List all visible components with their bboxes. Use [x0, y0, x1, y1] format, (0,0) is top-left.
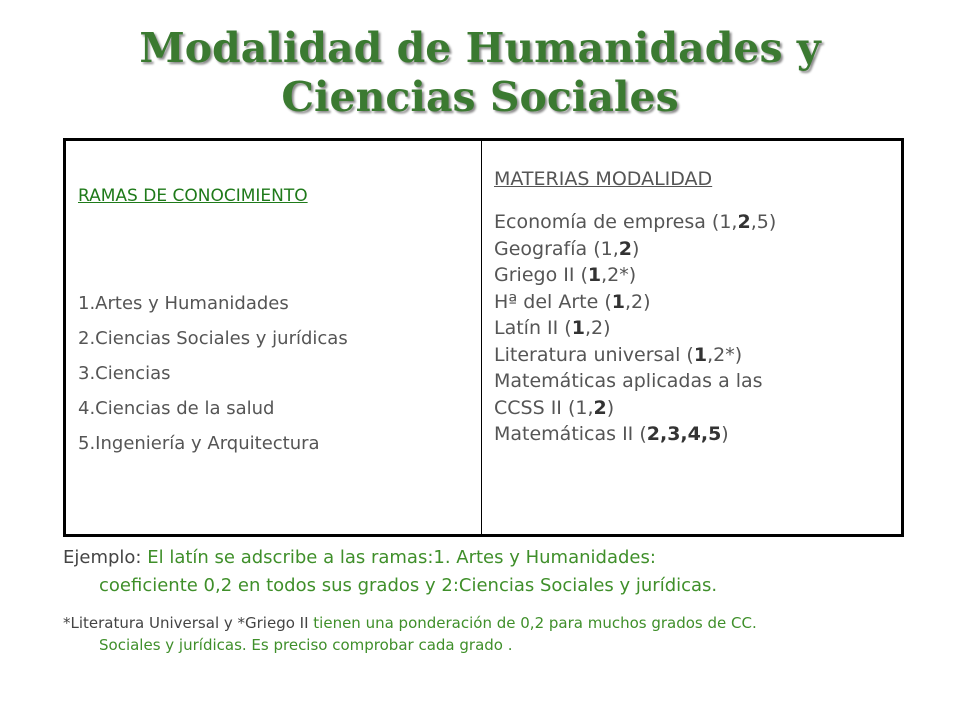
materia-text: ,2*)	[707, 343, 743, 366]
materia-text: ,2)	[624, 290, 651, 313]
materia-item	[494, 368, 901, 395]
materia-item	[494, 421, 901, 448]
materia-item	[494, 236, 901, 263]
materia-text: )	[721, 423, 729, 445]
title-line-1: Modalidad de Humanidades y	[139, 24, 821, 72]
materia-text: 2	[593, 396, 607, 419]
example-line-2: coeficiente 0,2 en todos sus grados y 2:Ciencias Sociales y jurídicas.	[99, 575, 718, 596]
notes-section	[63, 544, 953, 656]
ramas-header: RAMAS DE CONOCIMIENTO	[78, 186, 308, 206]
title-line-2: Ciencias Sociales	[281, 73, 679, 121]
materia-text: 2,3,4,5	[646, 423, 722, 445]
materia-text: )	[632, 237, 640, 260]
materia-text: ,2)	[584, 317, 611, 339]
materia-text: Latín II (	[494, 317, 572, 339]
materia-text: Hª del Arte (	[494, 290, 612, 313]
materia-text: )	[606, 396, 615, 419]
rama-item: 3.Ciencias	[78, 363, 171, 384]
ramas-list	[78, 286, 481, 461]
example-lead: Ejemplo:	[63, 547, 142, 568]
slide-title	[0, 24, 960, 122]
materia-item	[494, 342, 901, 369]
example-line-1: El latín se adscribe a las ramas:1. Artes y Humanidades:	[141, 547, 656, 568]
example-note	[63, 544, 953, 600]
materia-text: 2	[737, 211, 751, 233]
content-table	[63, 138, 904, 537]
materia-text: Griego II (	[494, 264, 588, 286]
materia-text: CCSS II (	[494, 396, 576, 419]
footnote	[63, 612, 953, 656]
materia-text: 1,	[575, 396, 594, 419]
materia-text: Geografía (	[494, 237, 601, 260]
footnote-subjects: *Literatura Universal y *Griego II	[63, 614, 309, 632]
materias-column	[482, 141, 901, 534]
materia-text: 1	[571, 317, 585, 339]
materia-text: ,5)	[750, 211, 777, 233]
materia-item	[494, 315, 901, 342]
materia-text: 2	[618, 237, 632, 260]
materia-text: Literatura universal (	[494, 343, 694, 366]
materia-text: 1,	[719, 211, 738, 233]
materia-text: Matemáticas aplicadas a las	[494, 370, 763, 392]
footnote-text-1: tienen una ponderación de 0,2 para muchos grados de CC.	[308, 614, 757, 632]
materia-text: Economía de empresa (	[494, 211, 720, 233]
materia-item	[494, 262, 901, 289]
footnote-text-2: Sociales y jurídicas. Es preciso comprobar cada grado .	[99, 636, 513, 654]
materia-item	[494, 209, 901, 236]
materias-header: MATERIAS MODALIDAD	[494, 168, 713, 190]
rama-item: 2.Ciencias Sociales y jurídicas	[78, 328, 348, 349]
materias-list	[494, 209, 901, 448]
materia-text: ,2*)	[601, 264, 637, 286]
rama-item: 1.Artes y Humanidades	[78, 293, 289, 314]
materia-text: 1	[587, 264, 602, 286]
materia-text: 1,	[600, 237, 619, 260]
materia-text: Matemáticas II (	[494, 423, 647, 445]
materia-text: 1	[611, 290, 625, 313]
materia-item	[494, 395, 901, 422]
rama-item: 5.Ingeniería y Arquitectura	[78, 433, 320, 454]
rama-item: 4.Ciencias de la salud	[78, 398, 275, 419]
materia-item	[494, 289, 901, 316]
materia-text: 1	[693, 343, 708, 366]
ramas-column	[66, 141, 482, 534]
